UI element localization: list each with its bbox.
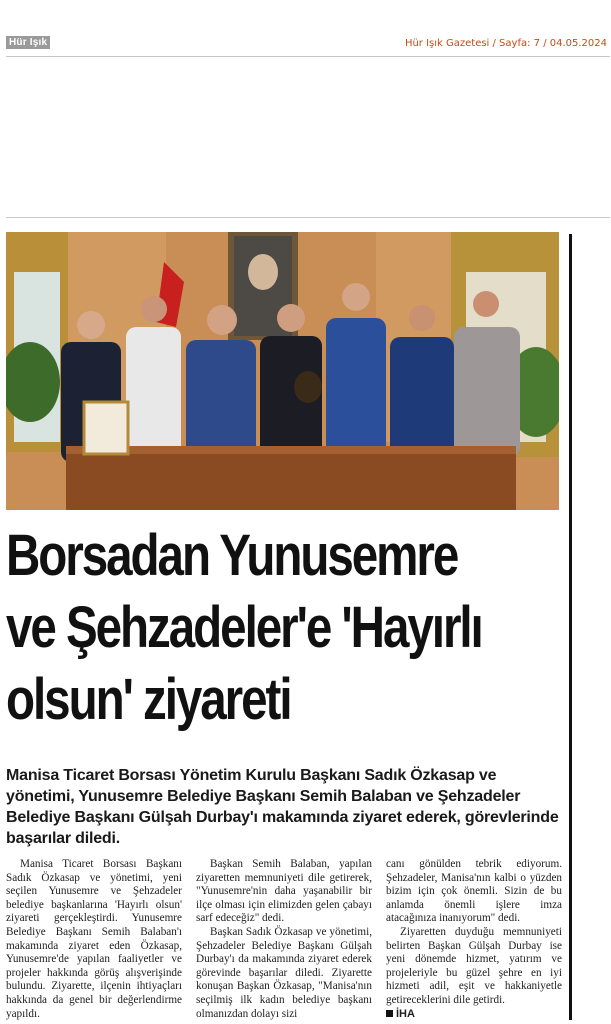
body-column-2 <box>196 858 372 1018</box>
agency-name: İHA <box>396 1007 415 1020</box>
body-paragraph: Başkan Semih Balaban, yapılan ziyaretten memnuniyeti dile getirerek, "Yunusemre'nin daha yaşanabilir bir ilçe olması için elimizden gelen çabayı sarf edeceğiz" dedi. <box>196 858 372 925</box>
photo-illustration <box>6 232 559 510</box>
square-bullet-icon <box>386 1010 393 1017</box>
page-reference: Hür Işık Gazetesi / Sayfa: 7 / 04.05.2024 <box>404 38 607 49</box>
column-rule <box>569 234 572 1020</box>
body-column-3 <box>386 858 562 1018</box>
headline-line: olsun' ziyareti <box>6 667 291 732</box>
body-paragraph: canı gönülden tebrik ediyorum. Şehzadeler, Manisa'nın kalbi o yüzden bizim için çok önemli. Sizin de bu anlamda önemli işlere imza atacağınıza inanıyorum" dedi. <box>386 858 562 925</box>
body-paragraph: Manisa Ticaret Borsası Başkanı Sadık Özkasap ve yönetimi, yeni seçilen Yunusemre ve Şehzadeler belediye başkanlarına 'Hayırlı olsun' ziyareti gerçekleştirdi. Yunusemre Belediye Başkanı Semih Balaban'ı makamında ziyaret eden Özkasap, Yunusemre'de yapılan faaliyetler ve projeler hakkında görüş alışverişinde bulundu. Ziyarette, ilçenin ihtiyaçları hakkında da genel bir değerlendirme yapıldı. <box>6 858 182 1020</box>
article-body <box>6 858 562 1018</box>
newspaper-logo: Hür Işık <box>6 36 50 49</box>
header-divider <box>6 56 610 57</box>
body-paragraph: Başkan Sadık Özkasap ve yönetimi, Şehzadeler Belediye Başkanı Gülşah Durbay'ı da makamında ziyaret ederek görevinde başarılar diledi. Ziyarette konuşan Başkan Özkasap, "Manisa'nın seçilmiş ilk kadın belediye başkanı olmanızdan dolayı sizi <box>196 925 372 1020</box>
news-agency-credit <box>386 1008 562 1022</box>
page-header <box>0 0 611 60</box>
article-headline <box>6 520 564 736</box>
article-photo <box>6 232 559 510</box>
body-paragraph: Ziyaretten duyduğu memnuniyeti belirten Başkan Gülşah Durbay ise yeni dönemde hizmet, yatırım ve projeleriyle bu güzel şehre en iyi hizmeti adil, eşit ve hakkaniyetle getireceklerini dile getirdi. <box>386 925 562 1006</box>
section-divider <box>6 217 610 218</box>
body-column-1 <box>6 858 182 1018</box>
headline-line: Borsadan Yunusemre <box>6 523 458 588</box>
article-deck: Manisa Ticaret Borsası Yönetim Kurulu Başkanı Sadık Özkasap ve yönetimi, Yunusemre Belediye Başkanı Semih Balaban ve Şehzadeler Belediye Başkanı Gülşah Durbay'ı makamında ziyaret ederek, görevlerinde başarılar diledi. <box>6 767 559 847</box>
headline-line: ve Şehzadeler'e 'Hayırlı <box>6 595 482 660</box>
